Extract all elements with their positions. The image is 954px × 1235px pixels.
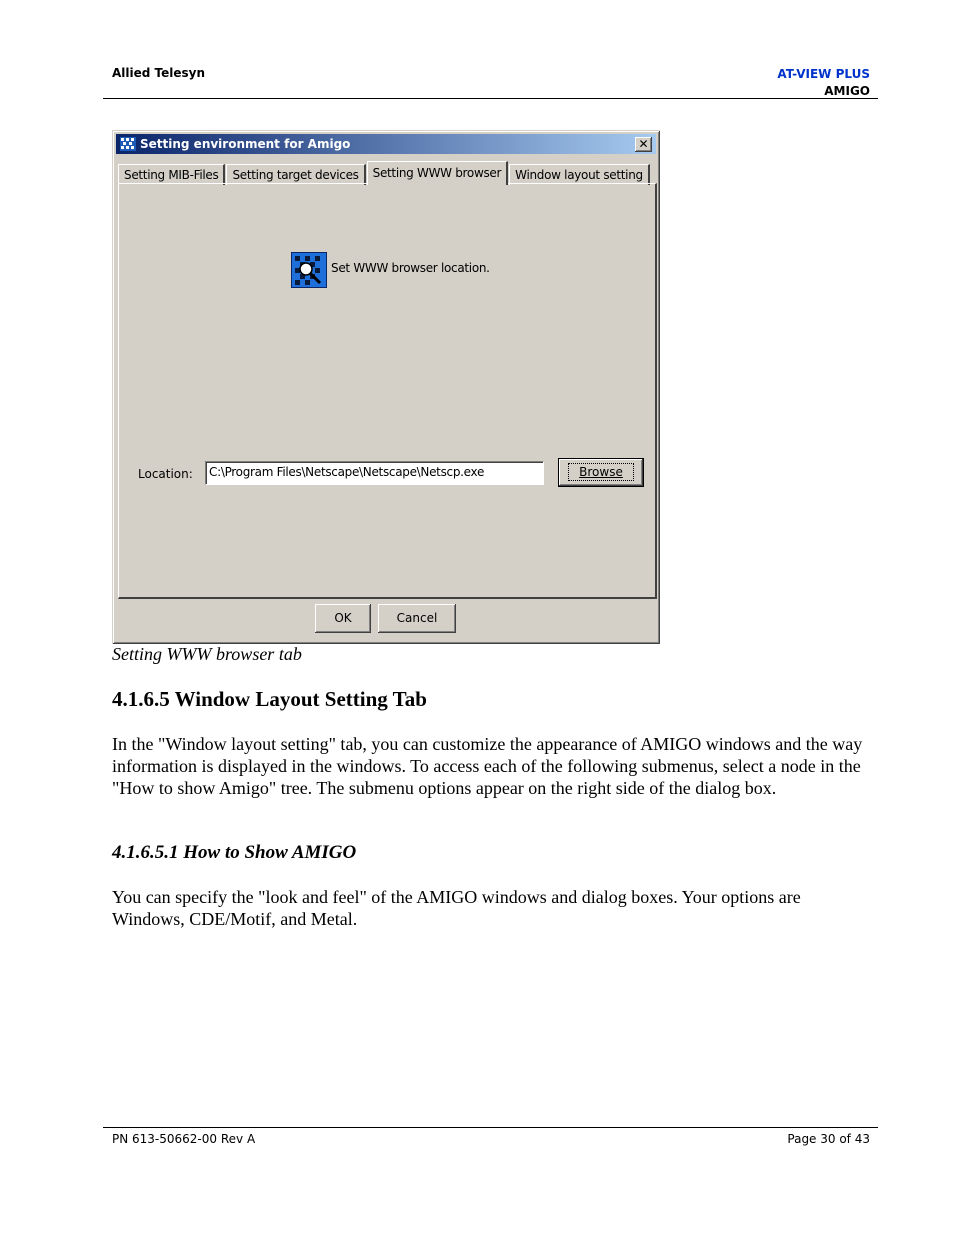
tab-bar [118,161,651,185]
tab-panel [118,183,657,599]
body-paragraph-2: You can specify the "look and feel" of the AMIGO windows and dialog boxes. Your options are Windows, CDE/Motif, and Metal. [112,887,801,929]
dialog-titlebar[interactable] [116,134,656,154]
section-heading: 4.1.6.5 Window Layout Setting Tab [112,687,427,711]
app-grid-icon [120,137,136,151]
header-divider [103,98,878,99]
figure-caption: Setting WWW browser tab [112,644,302,664]
close-icon[interactable]: ✕ [635,137,652,152]
browse-button[interactable] [558,458,644,487]
subsection-heading: 4.1.6.5.1 How to Show AMIGO [112,842,357,863]
tab-setting-www-browser[interactable]: Setting WWW browser [367,161,509,185]
dialog-title: Setting environment for Amigo [140,137,351,151]
settings-dialog [112,130,660,644]
tab-setting-target-devices[interactable]: Setting target devices [226,164,365,185]
ok-button[interactable]: OK [315,604,371,633]
footer-divider [103,1127,878,1128]
tab-window-layout-setting[interactable]: Window layout setting [509,164,650,185]
body-paragraph-1: In the "Window layout setting" tab, you can customize the appearance of AMIGO windows and the way information is displayed in the windows. To access each of the following submenus, select a node in the "How to show Amigo" tree. The submenu options appear on the right side of the dialog box. [112,734,863,798]
footer-page-number: Page 30 of 43 [787,1132,870,1146]
location-input[interactable]: C:\Program Files\Netscape\Netscape\Netscp.exe [205,461,544,485]
header-product: AT-VIEW PLUS [777,67,870,81]
header-product-block [777,66,870,100]
location-label: Location: [138,467,193,481]
footer-part-number: PN 613-50662-00 Rev A [112,1132,256,1146]
header-module: AMIGO [824,84,870,98]
cancel-button[interactable]: Cancel [378,604,456,633]
browser-search-icon [291,252,327,288]
info-text: Set WWW browser location. [331,261,490,275]
browse-button-label: Browse [568,463,634,481]
header-company: Allied Telesyn [112,66,206,80]
tab-setting-mib-files[interactable]: Setting MIB-Files [118,164,225,185]
